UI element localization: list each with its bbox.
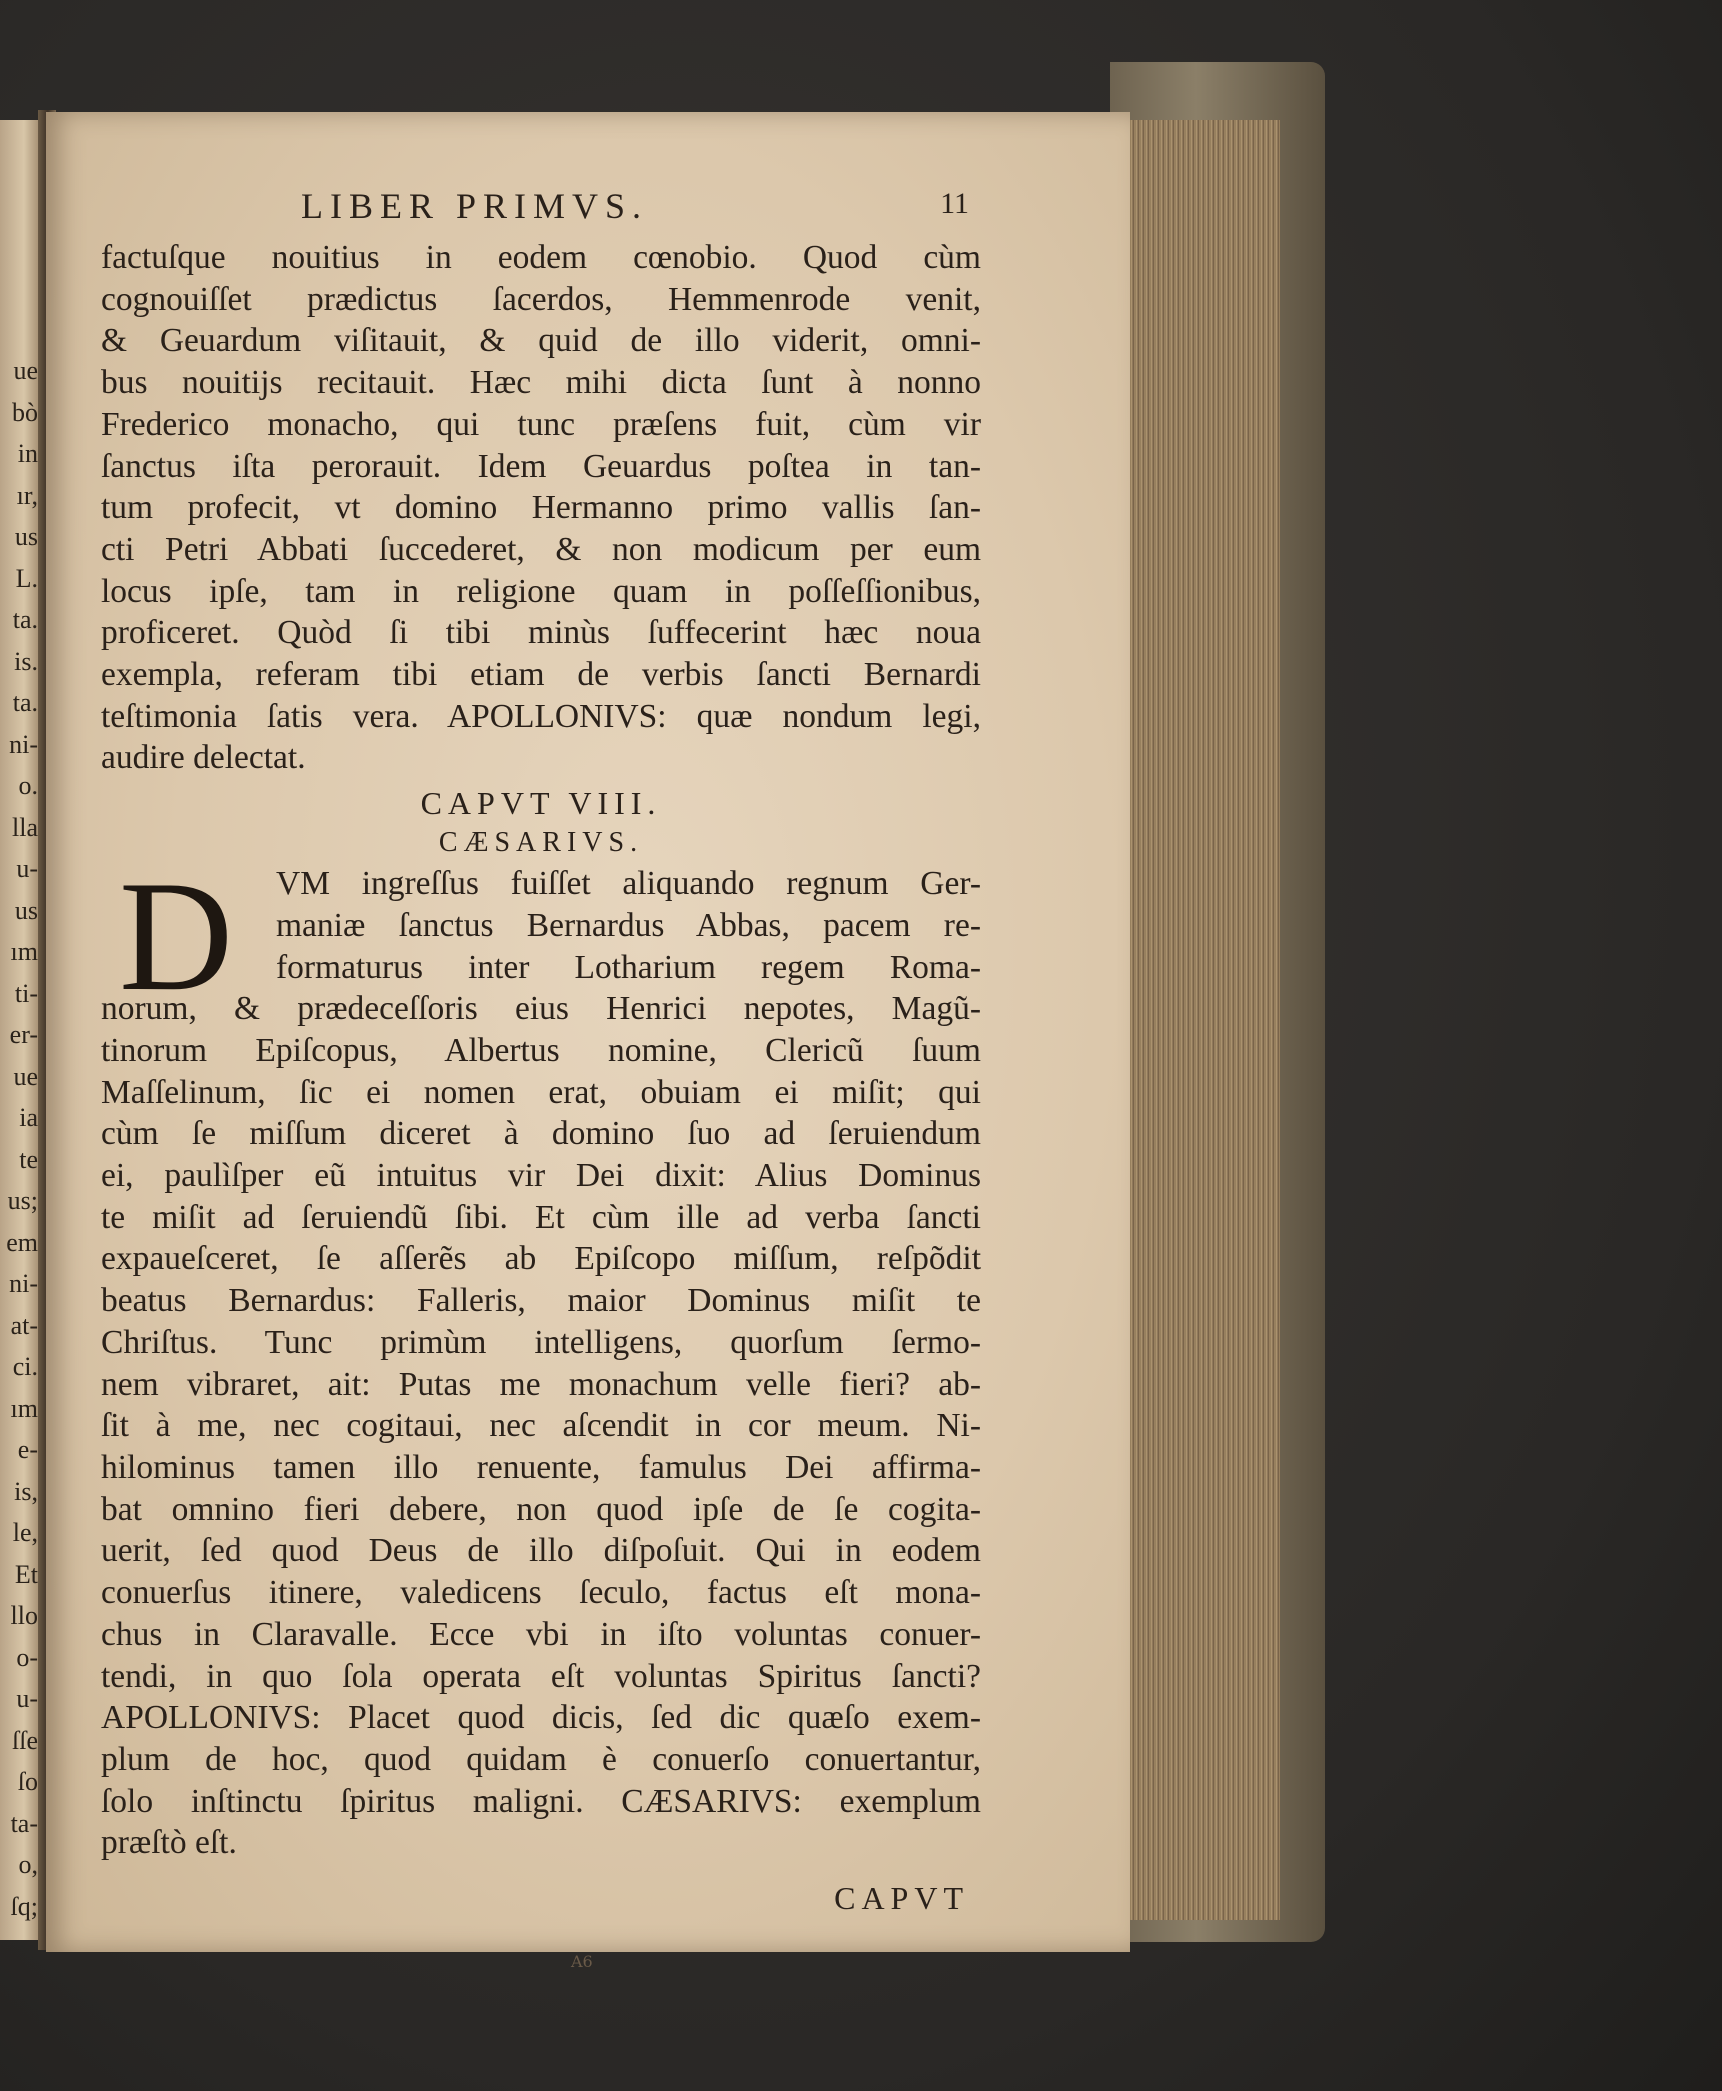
left-page-fragment: us xyxy=(14,895,38,925)
left-page-fragment: o. xyxy=(18,771,38,800)
body-text-bottom xyxy=(101,988,981,1864)
left-page-fragment: ue xyxy=(13,1061,38,1091)
left-page-fragment: ci. xyxy=(12,1352,38,1381)
text-line: ei, paulìſper eũ intuitus vir Dei dixit: Alius Dominus xyxy=(101,1157,981,1195)
text-line: ſit à me, nec cogitaui, nec aſcendit in cor meum. Ni- xyxy=(101,1407,981,1445)
text-line: chus in Claravalle. Ecce vbi in iſto voluntas conuer- xyxy=(101,1615,981,1653)
left-page-fragment: ır, xyxy=(16,480,38,510)
left-page-fragment: le, xyxy=(12,1518,38,1547)
text-line: bus nouitijs recitauit. Hæc mihi dicta ſunt à nonno xyxy=(101,364,981,402)
text-line: formaturus inter Lotharium regem Roma- xyxy=(276,948,981,986)
left-page-fragment: is, xyxy=(14,1476,38,1506)
speaker-heading: CÆSARIVS. xyxy=(438,827,644,859)
text-line: factuſque nouitius in eodem cœnobio. Quod cùm xyxy=(101,239,981,276)
left-page-text-fragments xyxy=(0,350,40,1927)
left-page-fragment: o, xyxy=(18,1850,38,1879)
text-line: & Geuardum viſitauit, & quid de illo viderit, omni- xyxy=(101,322,981,360)
left-page-fragment: ue xyxy=(13,356,38,385)
text-line: cti Petri Abbati ſuccederet, & non modicum per eum xyxy=(101,530,981,568)
left-page-fragment: L. xyxy=(15,563,38,593)
text-line: Chriſtus. Tunc primùm intelligens, quorſum ſermo- xyxy=(101,1323,981,1361)
text-line: norum, & prædeceſſoris eius Henrici nepotes, Magũ- xyxy=(101,990,981,1028)
right-page xyxy=(46,112,1130,1971)
left-page-fragment: ni- xyxy=(9,729,38,759)
text-line: VM ingreſſus fuiſſet aliquando regnum Ger- xyxy=(276,865,981,903)
page-number: 11 xyxy=(940,187,969,220)
left-page-fragment: ta. xyxy=(12,688,38,717)
left-page-fragment: er- xyxy=(9,1020,38,1049)
left-page-fragment: ni- xyxy=(9,1269,38,1298)
text-line: bat omnino fieri debere, non quod ipſe de ſe cogita- xyxy=(101,1490,981,1528)
signature-mark: A6 xyxy=(571,1952,593,1971)
text-line: expaueſceret, ſe aſſerẽs ab Epiſcopo miſſum, reſpõdit xyxy=(101,1240,981,1278)
text-line: Frederico monacho, qui tunc præſens fuit, cùm vir xyxy=(101,405,981,443)
left-page-fragment: in xyxy=(17,439,38,468)
left-page-fragment: us xyxy=(14,522,38,551)
left-page-fragment: at- xyxy=(10,1310,38,1340)
left-page-fragment: lla xyxy=(12,812,38,842)
text-line: uerit, ſed quod Deus de illo diſpoſuit. Qui in eodem xyxy=(101,1532,981,1570)
left-page-fragment: o- xyxy=(16,1642,38,1672)
text-line: conuerſus itinere, valedicens ſeculo, factus eſt mona- xyxy=(101,1574,981,1612)
left-page-fragment: bò xyxy=(12,397,38,427)
left-page-fragment: e- xyxy=(17,1435,38,1464)
text-line: nem vibraret, ait: Putas me monachum velle fieri? ab- xyxy=(101,1365,981,1403)
left-page-sliver xyxy=(0,120,40,1940)
running-head-title: LIBER PRIMVS. xyxy=(301,186,649,226)
left-page-fragment: ſq; xyxy=(10,1891,38,1921)
chapter-heading: CAPVT VIII. xyxy=(420,785,662,822)
left-page-fragment: ſſe xyxy=(12,1725,38,1755)
text-line: beatus Bernardus: Falleris, maior Dominus miſit te xyxy=(101,1282,981,1320)
left-page-fragment: u- xyxy=(16,1684,38,1713)
left-page-fragment: em xyxy=(6,1227,38,1257)
text-line: plum de hoc, quod quidam è conuerſo conuertantur, xyxy=(101,1740,981,1778)
text-line: tinorum Epiſcopus, Albertus nomine, Clericũ ſuum xyxy=(101,1031,981,1069)
left-page-fragment: is. xyxy=(14,646,38,676)
text-line: præſtò eſt. xyxy=(101,1824,237,1862)
text-line: hilominus tamen illo renuente, famulus Dei affirma- xyxy=(101,1448,981,1486)
text-line: cùm ſe miſſum diceret à domino ſuo ad ſeruiendum xyxy=(101,1115,981,1153)
text-line: locus ipſe, tam in religione quam in poſſeſſionibus, xyxy=(101,572,981,610)
drop-cap-letter: D xyxy=(119,849,234,1025)
text-line: te miſit ad ſeruiendũ ſibi. Et cùm ille ad verba ſancti xyxy=(101,1198,981,1236)
left-page-fragment: ti- xyxy=(14,978,38,1008)
text-line: APOLLONIVS: Placet quod dicis, ſed dic quæſo exem- xyxy=(101,1699,981,1737)
text-line: Maſſelinum, ſic ei nomen erat, obuiam ei miſit; qui xyxy=(101,1073,981,1111)
left-page-fragment: us; xyxy=(7,1186,38,1215)
left-page-fragment: u- xyxy=(16,854,38,883)
text-line: ſolo inſtinctu ſpiritus maligni. CÆSARIVS: exemplum xyxy=(101,1782,981,1820)
left-page-fragment: ım xyxy=(10,937,38,966)
running-head xyxy=(101,185,981,237)
text-line: audire delectat. xyxy=(101,739,306,777)
text-line: cognouiſſet prædictus ſacerdos, Hemmenrode venit, xyxy=(101,280,981,318)
left-page-fragment: ia xyxy=(19,1103,38,1132)
text-line: exempla, referam tibi etiam de verbis ſancti Bernardi xyxy=(101,656,981,694)
text-line: proficeret. Quòd ſi tibi minùs ſuffecerint hæc noua xyxy=(101,614,981,652)
text-line: maniæ ſanctus Bernardus Abbas, pacem re- xyxy=(276,906,981,944)
left-page-fragment: ta- xyxy=(10,1808,38,1838)
text-line: tendi, in quo ſola operata eſt voluntas Spiritus ſancti? xyxy=(101,1657,981,1695)
left-page-fragment: ſo xyxy=(17,1767,38,1796)
left-page-fragment: te xyxy=(19,1144,38,1174)
left-page-fragment: ım xyxy=(10,1393,38,1423)
page-text-block xyxy=(101,185,981,1917)
left-page-fragment: ta. xyxy=(12,605,38,634)
catchword: CAPVT xyxy=(834,1880,969,1917)
text-line: tum profecit, vt domino Hermanno primo vallis ſan- xyxy=(101,489,981,527)
left-page-fragment: Et xyxy=(14,1559,38,1589)
body-text-top xyxy=(101,237,981,779)
text-line: ſanctus iſta perorauit. Idem Geuardus poſtea in tan- xyxy=(101,447,981,485)
left-page-fragment: llo xyxy=(10,1601,38,1630)
page-block-edges xyxy=(1128,120,1280,1920)
text-line: teſtimonia ſatis vera. APOLLONIVS: quæ nondum legi, xyxy=(101,697,981,735)
